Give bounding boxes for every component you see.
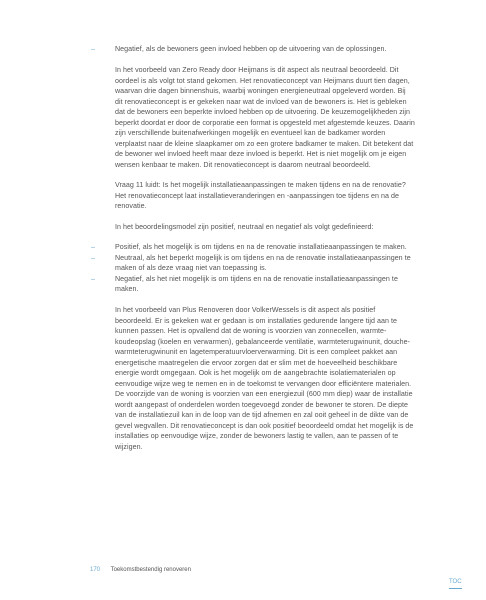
dash-bullet-icon: – <box>91 45 95 53</box>
footer-title: Toekomstbestendig renoveren <box>110 567 191 573</box>
dash-bullet-icon: – <box>91 253 95 262</box>
bullet-text: Neutraal, als het beperkt mogelijk is om tijdens en na de renovatie installatieaanpassingen te maken of als deze vraag niet van toepassing is. <box>115 253 411 272</box>
dash-bullet-icon: – <box>91 243 95 251</box>
bullet-text: Negatief, als de bewoners geen invloed hebben op de uitvoering van de oplossingen. <box>115 45 387 53</box>
paragraph-heijmans: In het voorbeeld van Zero Ready door Heijmans is dit aspect als neutraal beoordeeld. Dit oordeel is als volgt tot stand gekomen. Het renovatieconcept van Heijmans duurt tien dagen, waarvan drie dagen binnenshuis, waarbij woningen energieneutraal opgeleverd worden. Bij dit renovatieconcept is er gekeken naar wat de invloed van de bewoners is. Het is gebleken dat de bewoners een beperkte invloed hebben op de uitvoering. De keuzemogelijkheden zijn beperkt doordat er door de corporatie een format is opgesteld met afgestemde keuzes. Daarin zijn verschillende buitenafwerkingen mogelijk en eventueel kan de badkamer worden verplaatst naar de kleine slaapkamer om zo een grotere badkamer te maken. Dit betekent dat de bewoner wel invloed heeft maar deze invloed is beperkt. Het is niet mogelijk om je eigen wensen kenbaar te maken. Dit renovatieconcept is daarom neutraal beoordeeld. <box>115 66 415 169</box>
dash-bullet-icon: – <box>91 274 95 283</box>
paragraph-question-11: Vraag 11 luidt: Is het mogelijk installatieaanpassingen te maken tijdens en na de renovatie? Het renovatieconcept laat installatieveranderingen en -aanpassingen toe tijdens en na de renovatie. <box>115 181 406 210</box>
list-item <box>91 242 415 253</box>
list-item <box>91 274 415 295</box>
paragraph-definition: In het beoordelingsmodel zijn positief, neutraal en negatief als volgt gedefinieerd: <box>115 222 374 231</box>
paragraph-volkerwessels: In het voorbeeld van Plus Renoveren door VolkerWessels is dit aspect als positief beoordeeld. Er is gekeken wat er gedaan is om installaties gedurende langere tijd aan te kunnen passen. Het is opvallend dat de woning is voorzien van zonnecellen, warmte-koudeopslag (koelen en verwarmen), gebalanceerde ventilatie, warmteterugwinunit, douche-warmteterugwinunit en lagetemperatuurvloerverwarming. Dit is een compleet pakket aan energetische maatregelen die ervoor zorgen dat er slim met de hoeveelheid beschikbare energie wordt omgegaan. Ook is het mogelijk om de aangebrachte isolatiematerialen op eenvoudige wijze weg te nemen en in de toekomst te vervangen door efficiëntere materialen. De voorzijde van de woning is voorzien van een energiezuil (600 mm diep) waar de installatie wordt aangepast of onderdelen worden toegevoegd zonder de bewoner te storen. De diepte van de installatiezuil kan in de loop van de tijd afnemen en zal ooit geheel in de dikte van de gevel wegvallen. Dit renovatieconcept is dan ook positief beoordeeld omdat het mogelijk is de installaties op eenvoudige wijze, zonder de bewoners lastig te vallen, aan te passen of te wijzigen. <box>115 306 414 451</box>
list-item <box>91 44 415 55</box>
toc-link[interactable]: TOC <box>449 579 462 585</box>
bullet-text: Positief, als het mogelijk is om tijdens en na de renovatie installatieaanpassingen te maken. <box>115 243 407 251</box>
body-text <box>91 44 415 462</box>
toc-underline <box>449 588 462 589</box>
page-footer <box>90 567 191 573</box>
page-number: 170 <box>90 567 101 573</box>
bullet-text: Negatief, als het niet mogelijk is om tijdens en na de renovatie installatieaanpassingen te maken. <box>115 274 398 293</box>
list-item <box>91 253 415 274</box>
